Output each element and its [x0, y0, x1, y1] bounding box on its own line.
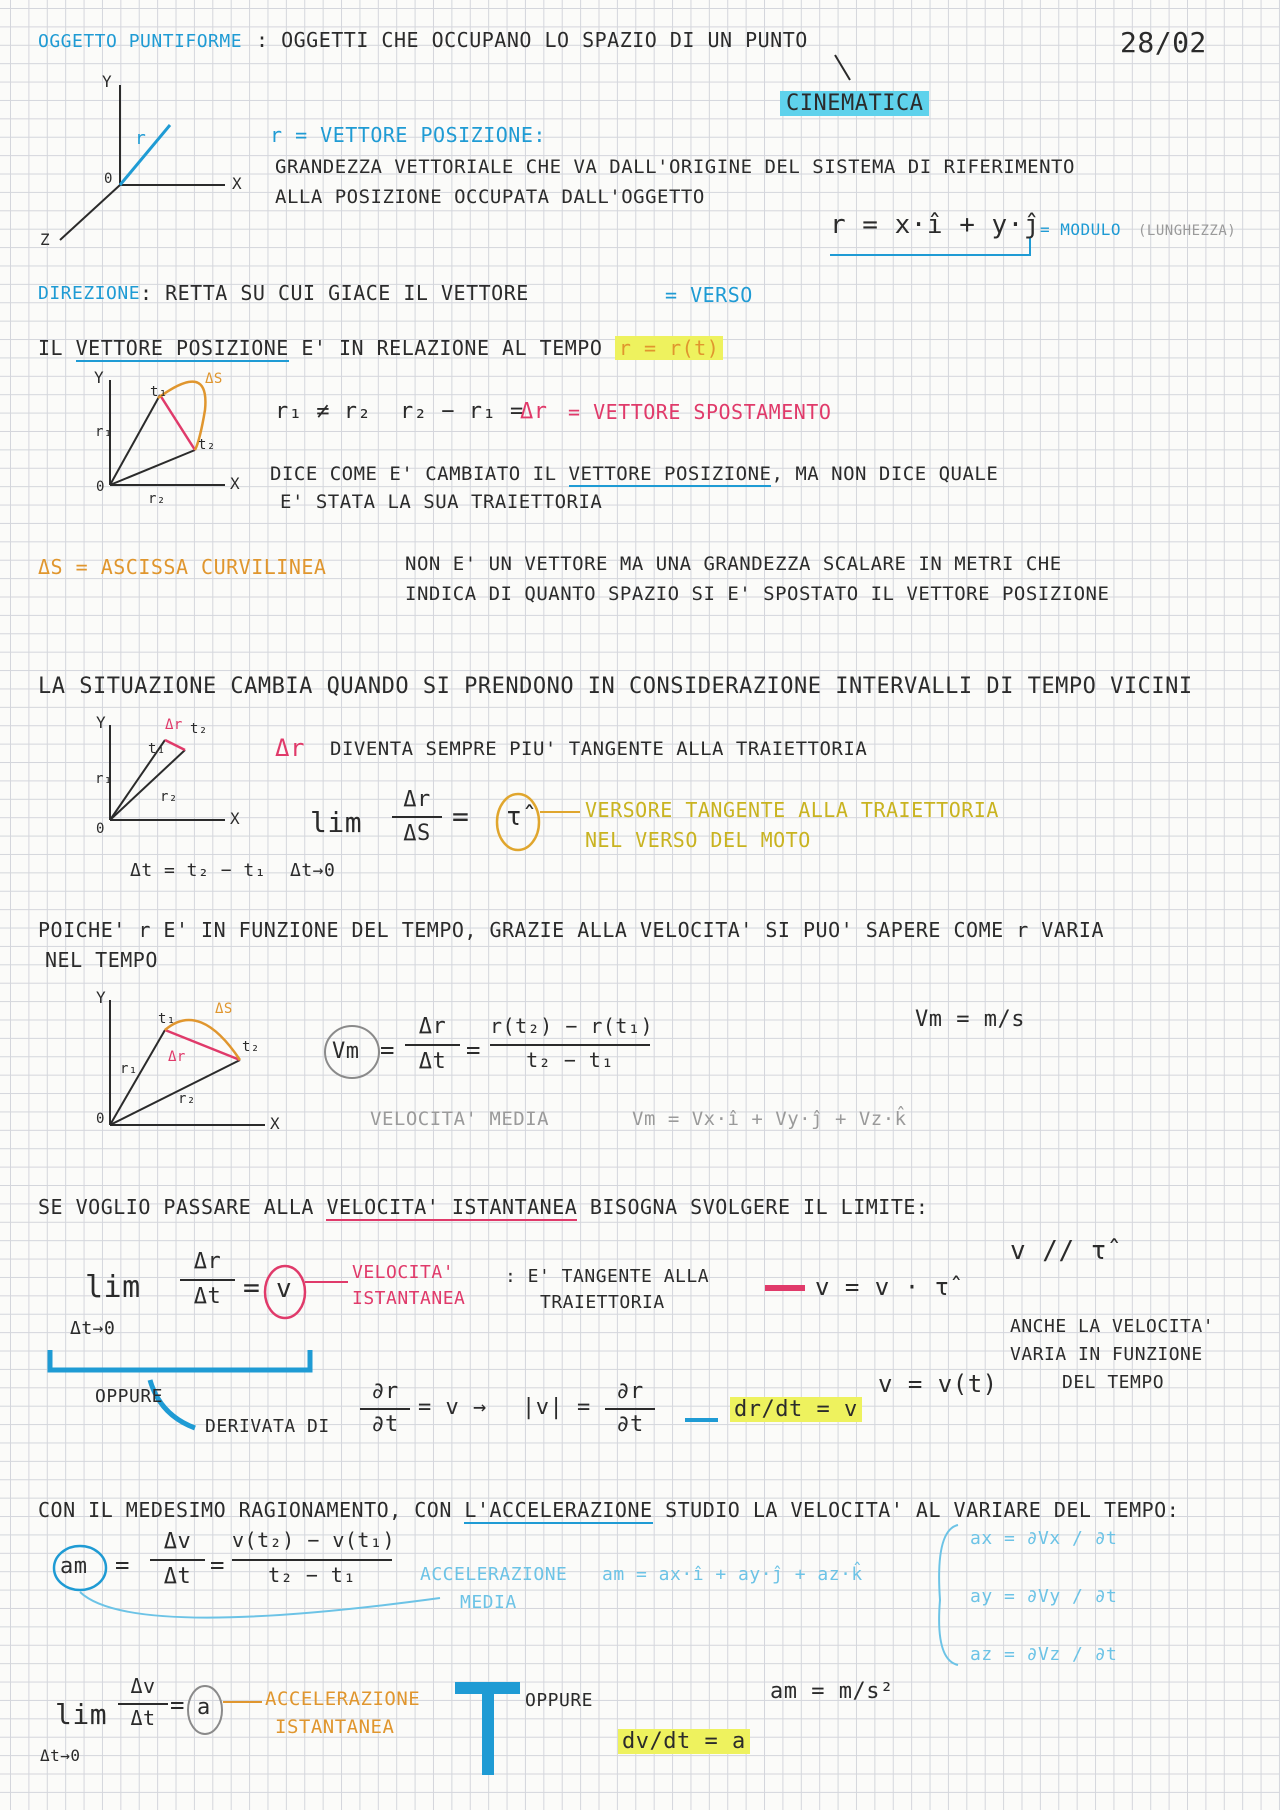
vm-heading2: NEL TEMPO — [45, 948, 158, 972]
direzione-text: : RETTA SU CUI GIACE IL VETTORE — [140, 281, 529, 305]
acc-components: am = ax·î + ay·ĵ + az·k̂ — [602, 1564, 863, 1585]
acc-frac1-num: Δv — [163, 1529, 192, 1554]
lim-bracket — [50, 1350, 310, 1370]
acc-lim-line — [118, 1703, 168, 1705]
acc-lim-den: Δt — [130, 1706, 156, 1730]
vi-parallel: v // τ̂ — [1010, 1236, 1107, 1266]
vm-heading1: POICHE' r E' IN FUNZIONE DEL TEMPO, GRAZIE ALLA VELOCITA' SI PUO' SAPERE COME r VARIA — [38, 918, 1104, 942]
vi-varia2: VARIA IN FUNZIONE — [1010, 1344, 1203, 1365]
direzione-label: DIREZIONE — [38, 283, 141, 304]
acc-lim-eq: = — [170, 1691, 185, 1719]
ds-label-4: ΔS — [215, 1001, 233, 1017]
acc-frac2-num: v(t₂) − v(t₁) — [232, 1528, 396, 1552]
t2-label-3: t₂ — [190, 721, 208, 737]
spost-line1b: , MA NON DICE QUALE — [771, 463, 999, 485]
vi-oppure: OPPURE — [95, 1386, 164, 1407]
intervalli-dt: Δt = t₂ − t₁ — [130, 860, 267, 881]
acc-bracket — [455, 1688, 520, 1775]
axis-y-3: Y — [96, 713, 107, 732]
ds-label-2: ΔS — [205, 371, 223, 387]
topic-title: CINEMATICA — [780, 91, 929, 116]
ascissa-line2: INDICA DI QUANTO SPAZIO SI E' SPOSTATO IL VETTORE POSIZIONE — [405, 583, 1110, 605]
acc-frac2-line — [232, 1559, 392, 1561]
page-date: 28/02 — [1120, 26, 1207, 59]
spost-diff: r₂ − r₁ = — [400, 399, 524, 424]
relazione-part1: IL — [38, 336, 64, 360]
ascissa-label: ΔS = ASCISSA CURVILINEA — [38, 555, 327, 579]
acc-label2: MEDIA — [460, 1592, 517, 1613]
header-label: OGGETTO PUNTIFORME — [38, 31, 243, 52]
vi-modv: |v| = — [522, 1395, 591, 1420]
vm-frac2-line — [490, 1044, 650, 1046]
acc-ist2: ISTANTANEA — [275, 1716, 395, 1738]
acc-az: az = ∂Vz / ∂t — [970, 1644, 1118, 1665]
acc-heading2: STUDIO LA VELOCITA' AL VARIARE DEL TEMPO: — [665, 1498, 1180, 1522]
vm-frac1-num: Δr — [418, 1014, 447, 1039]
vi-label2: ISTANTANEA — [352, 1288, 466, 1309]
vi-der-den: ∂t — [371, 1412, 399, 1437]
r2-label-2: r₂ — [148, 491, 166, 507]
position-label: r = VETTORE POSIZIONE: — [270, 123, 546, 147]
vi-frac-line — [180, 1279, 235, 1281]
acc-ax: ax = ∂Vx / ∂t — [970, 1528, 1118, 1549]
vi-der-line — [360, 1408, 410, 1410]
header-definition: : OGGETTI CHE OCCUPANO LO SPAZIO DI UN PUNTO — [256, 28, 808, 52]
components-brace — [939, 1525, 958, 1665]
vi-lim: lim — [85, 1270, 141, 1305]
arrow-to-topic — [835, 55, 850, 80]
spost-line2: E' STATA LA SUA TRAIETTORIA — [280, 491, 603, 513]
acc-lim: lim — [55, 1698, 108, 1731]
acc-ist1: ACCELERAZIONE — [265, 1688, 421, 1710]
vi-frac-num: Δr — [193, 1249, 222, 1274]
axis-origin-4: 0 — [96, 1111, 105, 1127]
vm-frac2-den: t₂ − t₁ — [526, 1048, 614, 1072]
vector-r-label-1: r — [135, 128, 147, 149]
vm-eq2: = — [466, 1036, 481, 1064]
axes-diagram-intervals — [110, 725, 225, 820]
acc-lim-sub: Δt→0 — [40, 1746, 81, 1765]
t2-label-2: t₂ — [198, 437, 216, 453]
vi-modv-line — [605, 1408, 655, 1410]
r1-label-3: r₁ — [95, 771, 113, 787]
relazione-line — [38, 338, 723, 359]
vm-units: Vm = m/s — [915, 1007, 1025, 1032]
t1-label-4: t₁ — [158, 1011, 176, 1027]
dr-label-4: Δr — [168, 1049, 186, 1065]
position-formula: r = x·î + y·ĵ — [830, 210, 1040, 240]
r1-label-2: r₁ — [95, 424, 113, 440]
vi-result: v = v · τ̂ — [815, 1273, 950, 1301]
intervalli-dr: Δr — [275, 734, 305, 762]
intervalli-lim: lim — [310, 806, 363, 839]
position-modulo: = MODULO — [1040, 220, 1122, 239]
acc-a: a — [197, 1695, 211, 1720]
acc-eq: = — [115, 1551, 130, 1579]
axis-y-4: Y — [96, 988, 107, 1007]
vi-der-eq: = v → — [418, 1395, 487, 1420]
vi-heading — [38, 1197, 928, 1218]
am-connector — [80, 1592, 440, 1618]
spost-dr: Δr — [520, 399, 548, 424]
vi-vt: v = v(t) — [878, 1370, 998, 1398]
acc-units: am = m/s² — [770, 1679, 894, 1704]
relazione-underlined: VETTORE POSIZIONE — [75, 336, 289, 360]
acc-frac2-den: t₂ − t₁ — [268, 1563, 356, 1587]
r2-label-4: r₂ — [178, 1091, 196, 1107]
spost-label: = VETTORE SPOSTAMENTO — [568, 400, 832, 424]
position-line1: GRANDEZZA VETTORIALE CHE VA DALL'ORIGINE DEL SISTEMA DI RIFERIMENTO — [275, 156, 1075, 178]
axis-x-4: X — [270, 1114, 281, 1133]
vi-der-num: ∂r — [371, 1379, 399, 1404]
ascissa-line1: NON E' UN VETTORE MA UNA GRANDEZZA SCALARE IN METRI CHE — [405, 553, 1062, 575]
axis-origin-3: 0 — [96, 821, 105, 837]
axis-x-3: X — [230, 809, 241, 828]
vi-tangent1: : E' TANGENTE ALLA — [505, 1266, 710, 1287]
spost-line1 — [270, 465, 998, 485]
dr-label-3: Δr — [165, 717, 183, 733]
vm-components: Vm = Vx·î + Vy·ĵ + Vz·k̂ — [632, 1108, 907, 1130]
vi-final: dr/dt = v — [730, 1397, 862, 1422]
acc-am: am — [60, 1554, 88, 1579]
acc-ay: ay = ∂Vy / ∂t — [970, 1586, 1118, 1607]
acc-heading-u: L'ACCELERAZIONE — [464, 1498, 653, 1522]
intervalli-versore1: VERSORE TANGENTE ALLA TRAIETTORIA — [585, 798, 999, 822]
direzione-verso: = VERSO — [665, 283, 753, 307]
intervalli-versore2: NEL VERSO DEL MOTO — [585, 828, 811, 852]
vi-varia1: ANCHE LA VELOCITA' — [1010, 1316, 1215, 1337]
intervalli-tau: τ̂ — [506, 802, 523, 832]
acc-heading1: CON IL MEDESIMO RAGIONAMENTO, CON — [38, 1498, 452, 1522]
acc-eq2: = — [210, 1551, 225, 1579]
axis-x-1: X — [232, 174, 243, 193]
position-line2: ALLA POSIZIONE OCCUPATA DALL'OGGETTO — [275, 186, 705, 208]
axis-y-2: Y — [94, 368, 105, 387]
vi-heading-u: VELOCITA' ISTANTANEA — [326, 1195, 578, 1219]
axis-origin-1: 0 — [104, 171, 113, 187]
acc-frac1-line — [150, 1559, 205, 1561]
vi-eq: = — [243, 1271, 261, 1304]
vm-label: VELOCITA' MEDIA — [370, 1108, 550, 1130]
axis-y-1: Y — [102, 72, 113, 91]
spost-neq: r₁ ≠ r₂ — [275, 399, 372, 424]
vm-frac2-num: r(t₂) − r(t₁) — [490, 1014, 654, 1038]
vi-varia3: DEL TEMPO — [1062, 1372, 1165, 1393]
relazione-formula: r = r(t) — [615, 336, 723, 360]
vi-lim-sub: Δt→0 — [70, 1318, 116, 1339]
r1-label-4: r₁ — [120, 1061, 138, 1077]
spost-line1a: DICE COME E' CAMBIATO IL — [270, 463, 557, 485]
axis-z-1: Z — [40, 230, 51, 249]
vi-frac-den: Δt — [193, 1284, 222, 1309]
intervalli-heading: LA SITUAZIONE CAMBIA QUANDO SI PRENDONO IN CONSIDERAZIONE INTERVALLI DI TEMPO VICINI — [38, 674, 1193, 699]
axis-x-2: X — [230, 474, 241, 493]
vi-tangent2: TRAIETTORIA — [540, 1292, 665, 1313]
vi-v: v — [276, 1274, 293, 1304]
vi-label1: VELOCITA' — [352, 1262, 455, 1283]
position-lunghezza: (LUNGHEZZA) — [1138, 223, 1237, 239]
intervalli-frac-line — [392, 816, 442, 818]
acc-heading — [38, 1500, 1179, 1521]
intervalli-frac-num: Δr — [403, 787, 431, 812]
vm-eq: = — [380, 1036, 395, 1064]
t2-label-4: t₂ — [242, 1039, 260, 1055]
vm-frac1-den: Δt — [418, 1049, 447, 1074]
spost-line1u: VETTORE POSIZIONE — [568, 463, 772, 485]
relazione-part2: E' IN RELAZIONE AL TEMPO — [301, 336, 603, 360]
t1-label-2: t₁ — [150, 384, 168, 400]
intervalli-eq: = — [452, 800, 470, 833]
r2-label-3: r₂ — [160, 789, 178, 805]
acc-oppure: OPPURE — [525, 1690, 594, 1711]
vi-heading1: SE VOGLIO PASSARE ALLA — [38, 1195, 314, 1219]
modulo-box — [830, 238, 1030, 255]
axis-origin-2: 0 — [96, 479, 105, 495]
vi-heading2: BISOGNA SVOLGERE IL LIMITE: — [589, 1195, 929, 1219]
axes-diagram-position — [60, 85, 225, 240]
intervalli-text: DIVENTA SEMPRE PIU' TANGENTE ALLA TRAIETTORIA — [330, 738, 868, 760]
intervalli-lim-sub: Δt→0 — [290, 860, 336, 881]
vi-derivata: DERIVATA DI — [205, 1416, 330, 1437]
vm-frac1-line — [405, 1044, 460, 1046]
t1-label-3: t₁ — [148, 741, 166, 757]
vi-modv-num: ∂r — [616, 1379, 644, 1404]
vm-symbol: Vm — [332, 1039, 360, 1064]
acc-final: dv/dt = a — [618, 1729, 750, 1754]
acc-lim-num: Δv — [130, 1674, 156, 1698]
acc-frac1-den: Δt — [163, 1564, 192, 1589]
vi-modv-den: ∂t — [616, 1412, 644, 1437]
intervalli-frac-den: ΔS — [403, 821, 431, 846]
acc-label1: ACCELERAZIONE — [420, 1564, 568, 1585]
